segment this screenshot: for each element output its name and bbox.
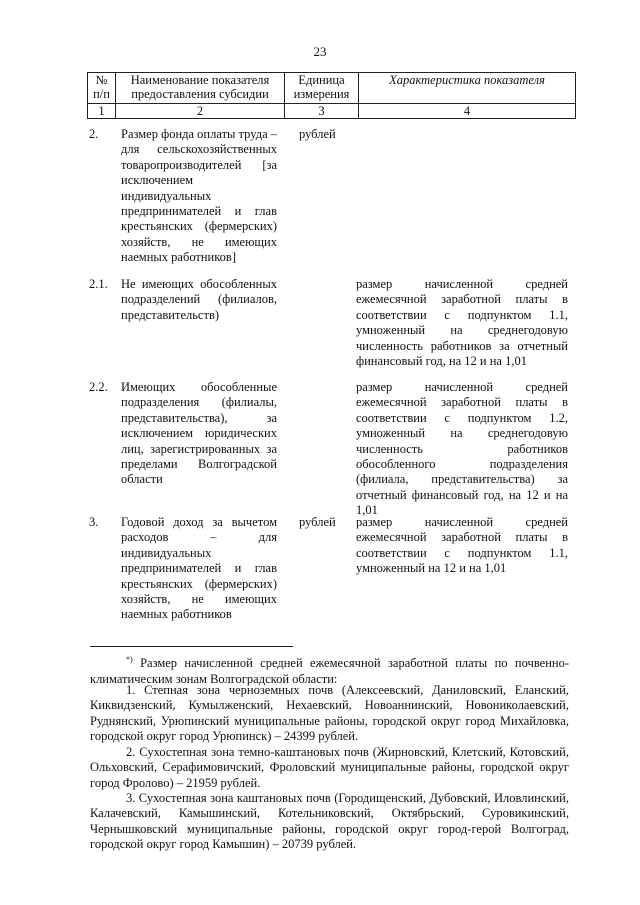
- row-number: 2.2.: [89, 380, 108, 394]
- header-col-unit: Единица измерения: [285, 73, 359, 104]
- row-name: Имеющих обособленные подразделения (филиалы, представительства), за исключением юридических лиц, зарегистрированных за пределами Волгоградской области: [121, 380, 277, 487]
- header-col-name: Наименование показателя предоставления субсидии: [116, 73, 285, 104]
- row-characteristic: размер начисленной средней ежемесячной заработной платы в соответствии с подпунктом 1.1, умноженный на среднегодовую численность работников за отчетный финансовый год, на 12 и на 1,01: [356, 277, 568, 369]
- footnote-marker: *): [126, 655, 133, 664]
- header-number: 3: [285, 104, 359, 119]
- footnote-item: 2. Сухостепная зона темно-каштановых почв (Жирновский, Клетский, Котовский, Ольховский, Серафимовичский, Фроловский муниципальные районы, городской округ город Фролово) – 21959 рублей.: [90, 745, 569, 790]
- row-characteristic: размер начисленной средней ежемесячной заработной платы в соответствии с подпунктом 1.1, умноженный на 12 и на 1,01: [356, 515, 568, 576]
- header-number: 2: [116, 104, 285, 119]
- row-name: Не имеющих обособленных подразделений (филиалов, представительств): [121, 277, 277, 322]
- footnote-intro: [90, 652, 569, 687]
- header-col-num: № п/п: [88, 73, 116, 104]
- row-number: 3.: [89, 515, 99, 529]
- header-col-char: Характеристика показателя: [359, 73, 576, 104]
- row-name: Размер фонда оплаты труда – для сельскохозяйственных товаропроизводителей [за исключением индивидуальных предпринимателей и глав крестьянских (фермерских) хозяйств, не имеющих наемных работников]: [121, 127, 277, 265]
- row-number: 2.1.: [89, 277, 108, 291]
- header-number: 1: [88, 104, 116, 119]
- footnote-intro-text: Размер начисленной средней ежемесячной заработной платы по почвенно-климатическим зонам Волгоградской области:: [90, 656, 569, 686]
- row-characteristic: размер начисленной средней ежемесячной заработной платы в соответствии с подпунктом 1.2, умноженный на среднегодовую численность работников обособленного подразделения (филиала, представительства) за отчетный финансовый год, на 12 и на 1,01: [356, 380, 568, 518]
- row-number: 2.: [89, 127, 99, 141]
- header-number: 4: [359, 104, 576, 119]
- page-number: 23: [313, 44, 327, 59]
- row-unit: рублей: [299, 127, 336, 141]
- footnote-item: 1. Степная зона черноземных почв (Алексеевский, Даниловский, Еланский, Киквидзенский, Кумылженский, Нехаевский, Новоаннинский, Новониколаевский, Руднянский, Урюпинский муниципальные районы, городской округ город Михайловка, городской округ город Урюпинск) – 24399 рублей.: [90, 683, 569, 744]
- row-unit: рублей: [299, 515, 336, 529]
- row-name: Годовой доход за вычетом расходов – для индивидуальных предпринимателей и глав крестьянских (фермерских) хозяйств, не имеющих наемных работников: [121, 515, 277, 622]
- footnote-divider: [90, 646, 293, 647]
- footnote-item: 3. Сухостепная зона каштановых почв (Городищенский, Дубовский, Иловлинский, Калачевский, Камышинский, Котельниковский, Октябрьский, Суровикинский, Чернышковский муниципальные районы, городской округ город-герой Волгоград, городской округ город Камышин) – 20739 рублей.: [90, 791, 569, 852]
- table-header: [87, 72, 576, 119]
